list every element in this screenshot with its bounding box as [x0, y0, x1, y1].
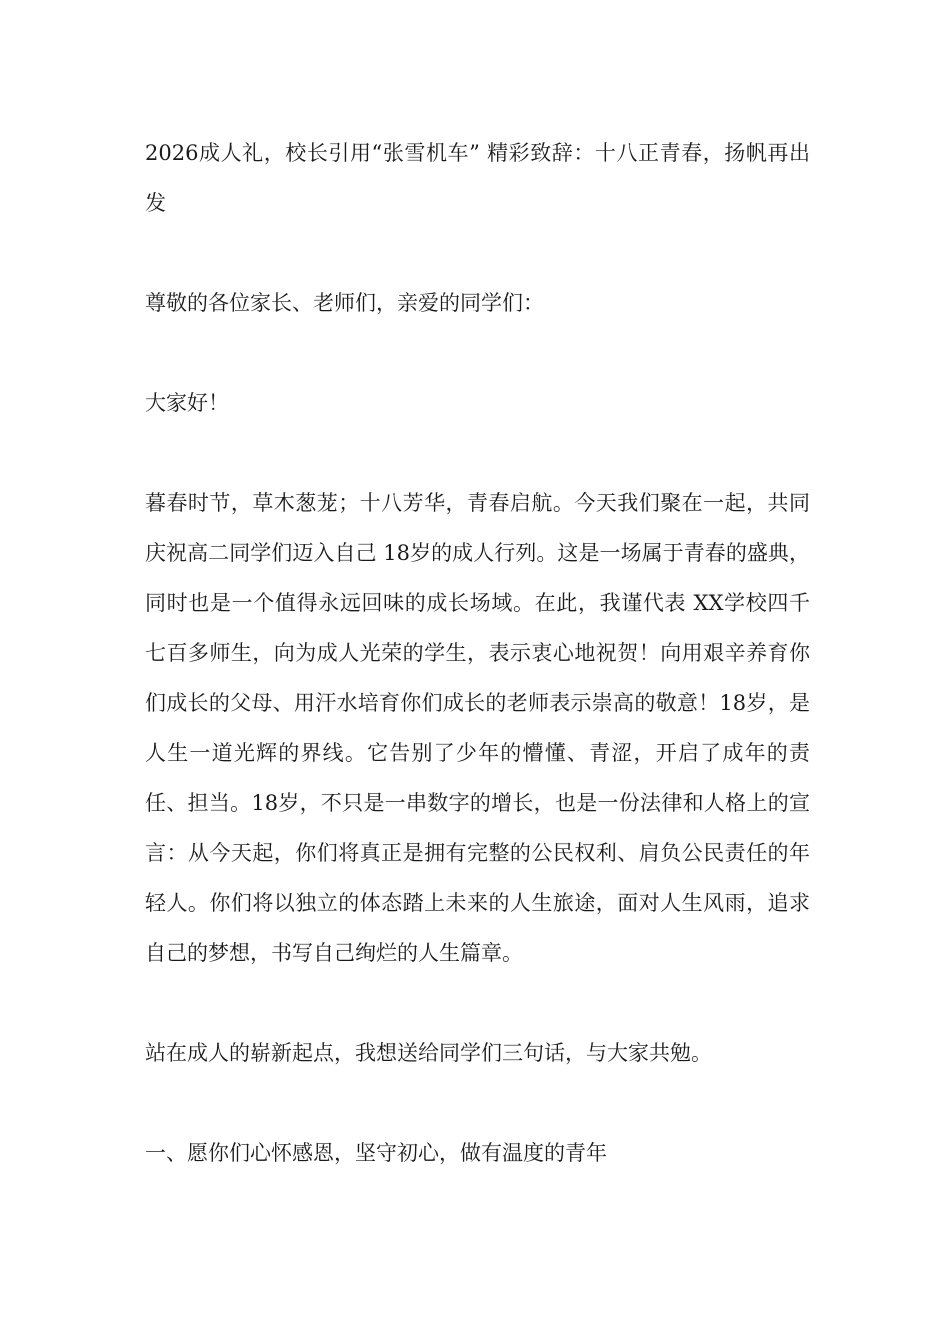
greeting: 大家好！ — [145, 391, 229, 415]
document-content — [145, 128, 810, 1178]
salutation: 尊敬的各位家长、老师们，亲爱的同学们： — [145, 291, 544, 315]
document-title: 2026成人礼，校长引用“张雪机车” 精彩致辞：十八正青春，扬帆再出发 — [145, 141, 810, 215]
transition-paragraph: 站在成人的崭新起点，我想送给同学们三句话，与大家共勉。 — [145, 1041, 712, 1065]
body-paragraph: 暮春时节，草木葱茏；十八芳华，青春启航。今天我们聚在一起，共同庆祝高二同学们迈入自己 18岁的成人行列。这是一场属于青春的盛典，同时也是一个值得永远回味的成长场域。在此，我谨代表 XX学校四千七百多师生，向为成人光荣的学生，表示衷心地祝贺！向用艰辛养育你们成长的父母、用汗水培育你们成长的老师表示崇高的敬意！18岁，是人生一道光辉的界线。它告别了少年的懵懂、青涩，开启了成年的责任、担当。18岁，不只是一串数字的增长，也是一份法律和人格上的宣言：从今天起，你们将真正是拥有完整的公民权利、肩负公民责任的年轻人。你们将以独立的体态踏上未来的人生旅途，面对人生风雨，追求自己的梦想，书写自己绚烂的人生篇章。 — [145, 491, 810, 965]
section-heading: 一、愿你们心怀感恩，坚守初心，做有温度的青年 — [145, 1141, 607, 1165]
